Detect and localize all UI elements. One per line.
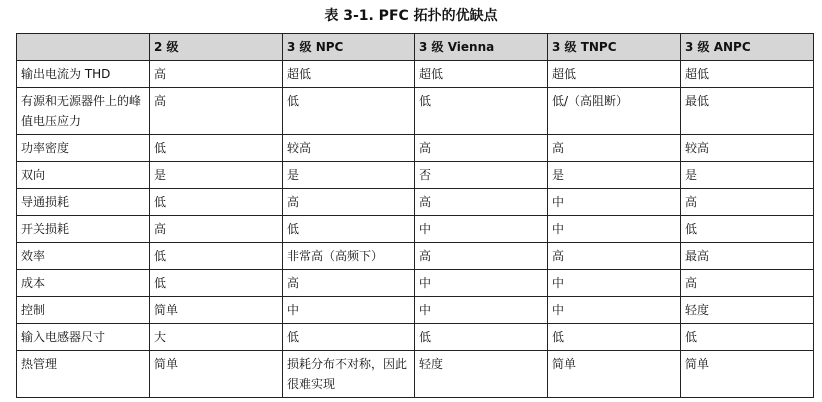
- row-label: 双向: [17, 162, 150, 189]
- table-row: [17, 297, 814, 324]
- table-cell: 非常高（高频下）: [283, 243, 415, 270]
- table-cell: 中: [548, 297, 681, 324]
- table-cell: 低: [283, 324, 415, 351]
- table-cell: 低: [415, 88, 548, 135]
- row-label: 效率: [17, 243, 150, 270]
- table-cell: 低: [415, 324, 548, 351]
- table-cell: 简单: [548, 351, 681, 398]
- table-cell: 否: [415, 162, 548, 189]
- table-cell: 中: [548, 270, 681, 297]
- table-row: [17, 189, 814, 216]
- table-cell: 高: [150, 61, 283, 88]
- table-cell: 轻度: [415, 351, 548, 398]
- table-cell: 超低: [681, 61, 814, 88]
- table-title: 表 3-1. PFC 拓扑的优缺点: [324, 8, 498, 24]
- header-cell-corner: [17, 34, 150, 61]
- table-cell: 高: [681, 189, 814, 216]
- table-cell: 高: [415, 243, 548, 270]
- table-cell: 大: [150, 324, 283, 351]
- row-label: 控制: [17, 297, 150, 324]
- table-cell: 中: [415, 270, 548, 297]
- table-cell: 低: [548, 324, 681, 351]
- table-row: [17, 162, 814, 189]
- table-cell: 高: [415, 189, 548, 216]
- table-cell: 低: [150, 135, 283, 162]
- table-cell: 低: [681, 324, 814, 351]
- table-cell: 高: [548, 135, 681, 162]
- table-cell: 是: [283, 162, 415, 189]
- table-row: [17, 243, 814, 270]
- header-cell-3-level-tnpc: 3 级 TNPC: [548, 34, 681, 61]
- header-cell-3-level-vienna: 3 级 Vienna: [415, 34, 548, 61]
- table-header-row: [17, 34, 814, 61]
- row-label: 功率密度: [17, 135, 150, 162]
- table-cell: 中: [415, 216, 548, 243]
- table-row: [17, 270, 814, 297]
- table-cell: 最高: [681, 243, 814, 270]
- table-cell: 高: [548, 243, 681, 270]
- row-label: 有源和无源器件上的峰值电压应力: [17, 88, 150, 135]
- table-row: [17, 88, 814, 135]
- row-label: 输出电流为 THD: [17, 61, 150, 88]
- row-label: 热管理: [17, 351, 150, 398]
- row-label: 成本: [17, 270, 150, 297]
- table-cell: 低/（高阻断）: [548, 88, 681, 135]
- row-label: 导通损耗: [17, 189, 150, 216]
- table-cell: 中: [548, 189, 681, 216]
- table-cell: 超低: [415, 61, 548, 88]
- table-cell: 是: [548, 162, 681, 189]
- table-row: [17, 324, 814, 351]
- row-label: 输入电感器尺寸: [17, 324, 150, 351]
- table-cell: 中: [283, 297, 415, 324]
- table-cell: 简单: [150, 297, 283, 324]
- table-row: [17, 61, 814, 88]
- table-cell: 高: [283, 270, 415, 297]
- table-cell: 高: [681, 270, 814, 297]
- table-cell: 低: [150, 189, 283, 216]
- table-cell: 低: [283, 88, 415, 135]
- table-row: [17, 216, 814, 243]
- header-cell-2-level: 2 级: [150, 34, 283, 61]
- table-cell: 损耗分布不对称，因此很难实现: [283, 351, 415, 398]
- table-row: [17, 351, 814, 398]
- table-cell: 较高: [681, 135, 814, 162]
- table-cell: 高: [415, 135, 548, 162]
- header-cell-3-level-npc: 3 级 NPC: [283, 34, 415, 61]
- table-row: [17, 135, 814, 162]
- table-cell: 是: [681, 162, 814, 189]
- table-cell: 是: [150, 162, 283, 189]
- pfc-topology-comparison-table: [16, 33, 814, 398]
- table-cell: 中: [415, 297, 548, 324]
- table-cell: 低: [150, 270, 283, 297]
- table-cell: 高: [150, 88, 283, 135]
- table-cell: 低: [283, 216, 415, 243]
- table-cell: 低: [150, 243, 283, 270]
- table-cell: 低: [681, 216, 814, 243]
- header-cell-3-level-anpc: 3 级 ANPC: [681, 34, 814, 61]
- row-label: 开关损耗: [17, 216, 150, 243]
- table-cell: 超低: [283, 61, 415, 88]
- table-cell: 简单: [681, 351, 814, 398]
- table-cell: 超低: [548, 61, 681, 88]
- table-cell: 较高: [283, 135, 415, 162]
- table-cell: 高: [283, 189, 415, 216]
- table-cell: 高: [150, 216, 283, 243]
- table-cell: 最低: [681, 88, 814, 135]
- table-cell: 轻度: [681, 297, 814, 324]
- table-cell: 中: [548, 216, 681, 243]
- table-cell: 简单: [150, 351, 283, 398]
